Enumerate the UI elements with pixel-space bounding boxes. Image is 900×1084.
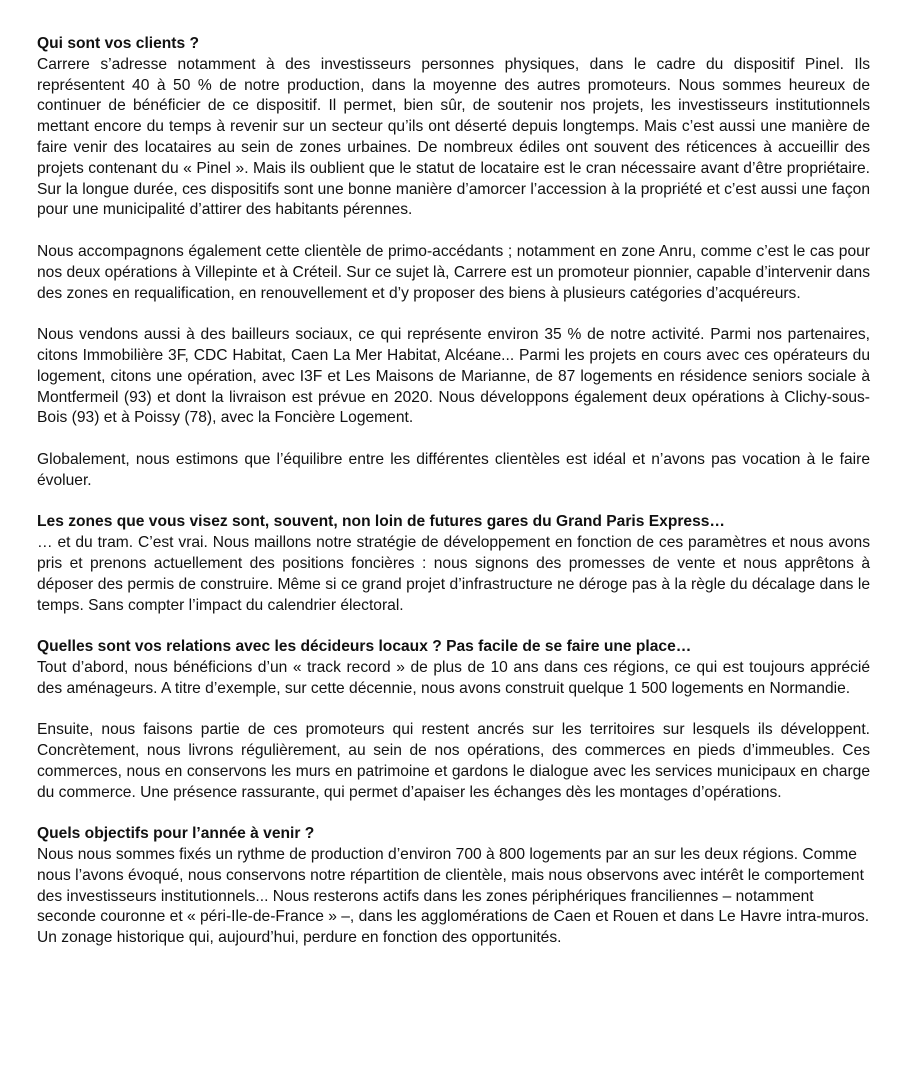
- answer-paragraph: … et du tram. C’est vrai. Nous maillons notre stratégie de développement en fonction de ces paramètres et nous avons pris et prenons actuellement des positions foncières : nous signons des promesses de vente et nous apprêtons à déposer des permis de construire. Même si ce grand projet d’infrastructure ne déroge pas à la règle du décalage dans le temps. Sans compter l’impact du calendrier électoral.: [37, 534, 870, 614]
- answer-paragraph: Ensuite, nous faisons partie de ces promoteurs qui restent ancrés sur les territoires sur lesquels ils développent. Concrètement, nous livrons régulièrement, au sein de nos opérations, des commerces en pieds d’immeubles. Ces commerces, nous en conservons les murs en patrimoine et gardons le dialogue avec les services municipaux en charge du commerce. Une présence rassurante, qui permet d’apaiser les échanges dès les montages d’opérations.: [37, 721, 870, 801]
- answer-paragraph: Carrere s’adresse notamment à des investisseurs personnes physiques, dans le cadre du dispositif Pinel. Ils représentent 40 à 50 % de notre production, dans la moyenne des autres promoteurs. Nous sommes heureux de continuer de bénéficier de ce dispositif. Il permet, bien sûr, de soutenir nos projets, les investisseurs institutionnels mettant encore du temps à revenir sur un secteur qu’ils ont déserté depuis longtemps. Mais c’est aussi une manière de faire venir des locataires au sein de zones urbaines. De nombreux édiles ont souvent des réticences à accueillir des projets contenant du « Pinel ». Mais ils oublient que le statut de locataire est le cran nécessaire avant d’être propriétaire. Sur la longue durée, ces dispositifs sont une bonne manière d’amorcer l’accession à la propriété et c’est aussi une façon pour une municipalité d’attirer des habitants pérennes.: [37, 55, 870, 219]
- answer-paragraph: Nous vendons aussi à des bailleurs sociaux, ce qui représente environ 35 % de notre activité. Parmi nos partenaires, citons Immobilière 3F, CDC Habitat, Caen La Mer Habitat, Alcéane... Parmi les projets en cours avec ces opérateurs du logement, citons une opération, avec I3F et Les Maisons de Marianne, de 87 logements en résidence seniors sociale à Montfermeil (93) et dont la livraison est prévue en 2020. Nous développons également deux opérations à Clichy-sous-Bois (93) et à Poissy (78), avec la Foncière Logement.: [37, 326, 870, 427]
- question-heading: Qui sont vos clients ?: [37, 35, 200, 52]
- answer-paragraph: Nous accompagnons également cette clientèle de primo-accédants ; notamment en zone Anru, comme c’est le cas pour nos deux opérations à Villepinte et à Créteil. Sur ce sujet là, Carrere est un promoteur pionnier, capable d’intervenir dans des zones en requalification, en renouvellement et d’y proposer des biens à plusieurs catégories d’acquéreurs.: [37, 242, 870, 302]
- section-zones: [37, 512, 870, 616]
- section-clients: [37, 34, 870, 492]
- question-heading: Quels objectifs pour l’année à venir ?: [37, 825, 315, 843]
- question-heading: Quelles sont vos relations avec les décideurs locaux ? Pas facile de se faire une place…: [37, 638, 692, 656]
- question-heading: Les zones que vous visez sont, souvent, non loin de futures gares du Grand Paris Express…: [37, 513, 726, 531]
- section-objectifs: [37, 824, 870, 949]
- answer-paragraph: Globalement, nous estimons que l’équilibre entre les différentes clientèles est idéal et n’avons pas vocation à le faire évoluer.: [37, 450, 870, 489]
- answer-paragraph: Nous nous sommes fixés un rythme de production d’environ 700 à 800 logements par an sur les deux régions. Comme nous l’avons évoqué, nous conservons notre répartition de clientèle, mais nous observons avec intérêt le comportement des investisseurs institutionnels... Nous resterons actifs dans les zones périphériques franciliennes – notamment seconde couronne et « péri-Ile-de-France » –, dans les agglomérations de Caen et Rouen et dans Le Havre intra-muros. Un zonage historique qui, aujourd’hui, perdure en fonction des opportunités.: [37, 846, 870, 947]
- answer-paragraph: Tout d’abord, nous bénéficions d’un « track record » de plus de 10 ans dans ces régions, ce qui est toujours apprécié des aménageurs. A titre d’exemple, sur cette décennie, nous avons construit quelque 1 500 logements en Normandie.: [37, 658, 870, 697]
- section-relations: [37, 637, 870, 803]
